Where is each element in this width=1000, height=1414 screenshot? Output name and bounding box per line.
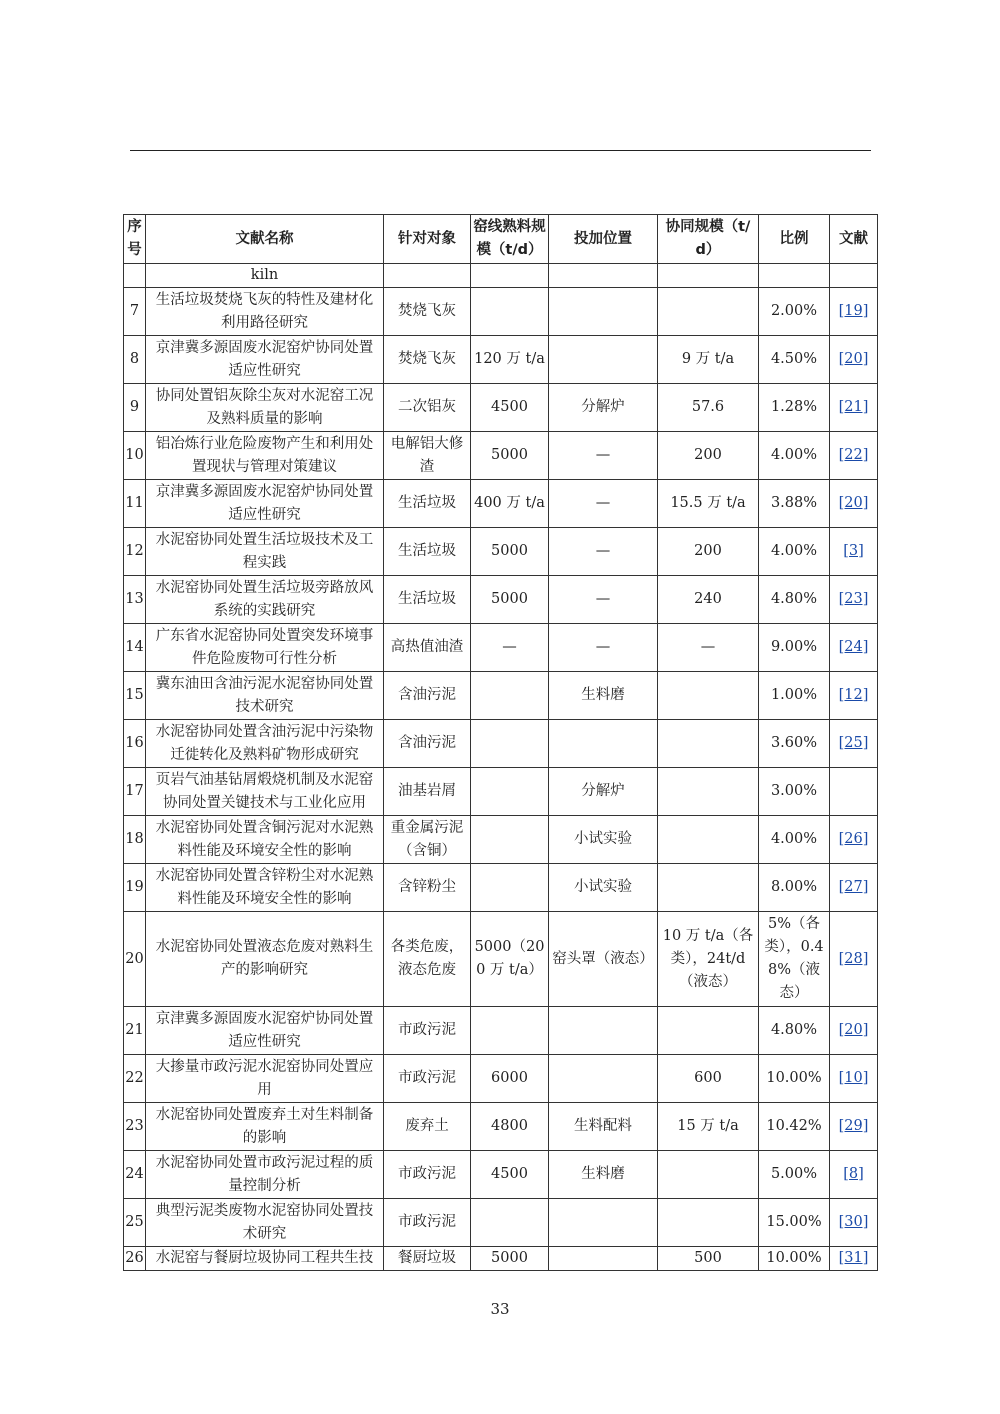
cell-ratio: 10.42%: [759, 1103, 830, 1151]
cell-scale: 200: [658, 528, 759, 576]
cell-no: 7: [124, 288, 146, 336]
cell-scale: 500: [658, 1247, 759, 1271]
cell-ratio: 3.00%: [759, 768, 830, 816]
header-ref: 文献: [830, 215, 878, 264]
cell-ratio: 4.80%: [759, 576, 830, 624]
cell-no: 24: [124, 1151, 146, 1199]
table-row: [124, 1199, 878, 1247]
cell-target: [384, 264, 471, 288]
cell-ratio: 4.80%: [759, 1007, 830, 1055]
cell-position: [549, 264, 658, 288]
reference-link[interactable]: [25]: [838, 735, 869, 751]
header-position: 投加位置: [549, 215, 658, 264]
cell-kiln: 5000: [471, 432, 549, 480]
cell-target: 高热值油渣: [384, 624, 471, 672]
cell-kiln: [471, 768, 549, 816]
cell-scale: 15 万 t/a: [658, 1103, 759, 1151]
cell-title: 冀东油田含油污泥水泥窑协同处置技术研究: [146, 672, 384, 720]
cell-position: [549, 336, 658, 384]
cell-ref: [830, 1055, 878, 1103]
cell-target: 餐厨垃圾: [384, 1247, 471, 1271]
cell-scale: [658, 1007, 759, 1055]
cell-scale: [658, 1199, 759, 1247]
cell-no: 19: [124, 864, 146, 912]
cell-kiln: 5000: [471, 576, 549, 624]
cell-title: 生活垃圾焚烧飞灰的特性及建材化利用路径研究: [146, 288, 384, 336]
table-header-row: [124, 215, 878, 264]
table-row: [124, 576, 878, 624]
reference-link[interactable]: [30]: [838, 1214, 869, 1230]
reference-link[interactable]: [31]: [838, 1250, 869, 1266]
table-row: [124, 672, 878, 720]
cell-position: [549, 1199, 658, 1247]
cell-kiln: [471, 264, 549, 288]
cell-no: 26: [124, 1247, 146, 1271]
cell-position: 窑头罩（液态）: [549, 912, 658, 1007]
cell-ratio: 4.00%: [759, 528, 830, 576]
cell-ratio: 5.00%: [759, 1151, 830, 1199]
cell-title: 水泥窑协同处置含油污泥中污染物迁徙转化及熟料矿物形成研究: [146, 720, 384, 768]
cell-kiln: 4500: [471, 384, 549, 432]
cell-target: 含油污泥: [384, 720, 471, 768]
table-row: [124, 432, 878, 480]
cell-ref: [830, 576, 878, 624]
cell-no: 9: [124, 384, 146, 432]
cell-title: 京津冀多源固废水泥窑炉协同处置适应性研究: [146, 480, 384, 528]
cell-scale: [658, 288, 759, 336]
table-row: [124, 1103, 878, 1151]
cell-title: 大掺量市政污泥水泥窑协同处置应用: [146, 1055, 384, 1103]
cell-ref: [830, 288, 878, 336]
cell-position: 分解炉: [549, 384, 658, 432]
cell-ref: [830, 672, 878, 720]
cell-ref: [830, 432, 878, 480]
reference-link[interactable]: [19]: [838, 303, 869, 319]
table-row: [124, 912, 878, 1007]
cell-scale: 9 万 t/a: [658, 336, 759, 384]
cell-scale: [658, 768, 759, 816]
cell-ref: [830, 336, 878, 384]
cell-no: 23: [124, 1103, 146, 1151]
cell-target: 生活垃圾: [384, 480, 471, 528]
table-row: [124, 1151, 878, 1199]
cell-ref: [830, 1199, 878, 1247]
reference-link[interactable]: [29]: [838, 1118, 869, 1134]
cell-title: 水泥窑协同处置含铜污泥对水泥熟料性能及环境安全性的影响: [146, 816, 384, 864]
reference-link[interactable]: [12]: [838, 687, 869, 703]
cell-kiln: 6000: [471, 1055, 549, 1103]
cell-ref: [830, 1103, 878, 1151]
cell-target: 各类危废，液态危废: [384, 912, 471, 1007]
cell-no: 14: [124, 624, 146, 672]
cell-scale: 15.5 万 t/a: [658, 480, 759, 528]
cell-scale: 200: [658, 432, 759, 480]
reference-link[interactable]: [20]: [838, 351, 869, 367]
cell-scale: 10 万 t/a（各类），24t/d（液态）: [658, 912, 759, 1007]
cell-target: 生活垃圾: [384, 528, 471, 576]
table-row: [124, 336, 878, 384]
cell-ref: [830, 912, 878, 1007]
cell-ratio: 4.50%: [759, 336, 830, 384]
cell-ref: [830, 528, 878, 576]
cell-ratio: 9.00%: [759, 624, 830, 672]
cell-position: [549, 720, 658, 768]
cell-kiln: [471, 672, 549, 720]
reference-link[interactable]: [28]: [838, 950, 869, 967]
cell-ref: [830, 264, 878, 288]
cell-target: 焚烧飞灰: [384, 288, 471, 336]
cell-position: —: [549, 576, 658, 624]
cell-ratio: 10.00%: [759, 1055, 830, 1103]
cell-kiln: 4500: [471, 1151, 549, 1199]
cell-scale: 240: [658, 576, 759, 624]
page-number: 33: [490, 1300, 510, 1318]
cell-title: 协同处置铝灰除尘灰对水泥窑工况及熟料质量的影响: [146, 384, 384, 432]
cell-kiln: 400 万 t/a: [471, 480, 549, 528]
cell-target: 含锌粉尘: [384, 864, 471, 912]
table-row: [124, 1247, 878, 1271]
reference-link[interactable]: [20]: [838, 1022, 869, 1038]
cell-ratio: 4.00%: [759, 816, 830, 864]
reference-link[interactable]: [21]: [838, 399, 869, 415]
cell-position: 小试实验: [549, 864, 658, 912]
cell-title: 京津冀多源固废水泥窑炉协同处置适应性研究: [146, 1007, 384, 1055]
cell-target: 二次铝灰: [384, 384, 471, 432]
cell-kiln: [471, 1199, 549, 1247]
header-title: 文献名称: [146, 215, 384, 264]
cell-title: 铝冶炼行业危险废物产生和利用处置现状与管理对策建议: [146, 432, 384, 480]
cell-position: —: [549, 480, 658, 528]
table-row-continued: [124, 264, 878, 288]
cell-scale: [658, 864, 759, 912]
cell-ratio: 3.60%: [759, 720, 830, 768]
cell-target: 油基岩屑: [384, 768, 471, 816]
header-ratio: 比例: [759, 215, 830, 264]
literature-table: [123, 214, 878, 1271]
reference-link[interactable]: [22]: [838, 447, 869, 463]
table-row: [124, 768, 878, 816]
cell-position: 生料磨: [549, 672, 658, 720]
cell-ratio: 10.00%: [759, 1247, 830, 1271]
cell-no: 12: [124, 528, 146, 576]
cell-title: 典型污泥类废物水泥窑协同处置技术研究: [146, 1199, 384, 1247]
cell-position: [549, 288, 658, 336]
cell-target: 市政污泥: [384, 1055, 471, 1103]
cell-no: [124, 264, 146, 288]
cell-ratio: 4.00%: [759, 432, 830, 480]
cell-title: 水泥窑协同处置废弃土对生料制备的影响: [146, 1103, 384, 1151]
cell-no: 22: [124, 1055, 146, 1103]
cell-no: 25: [124, 1199, 146, 1247]
cell-scale: [658, 720, 759, 768]
cell-kiln: 5000（200 万 t/a）: [471, 912, 549, 1007]
cell-ref: [830, 384, 878, 432]
cell-title: 水泥窑协同处置液态危废对熟料生产的影响研究: [146, 912, 384, 1007]
cell-title: 水泥窑协同处置含锌粉尘对水泥熟料性能及环境安全性的影响: [146, 864, 384, 912]
cell-ratio: 8.00%: [759, 864, 830, 912]
reference-link[interactable]: [23]: [838, 591, 869, 607]
table-row: [124, 1007, 878, 1055]
cell-title: 水泥窑协同处置生活垃圾旁路放风系统的实践研究: [146, 576, 384, 624]
cell-position: [549, 1007, 658, 1055]
cell-ratio: 3.88%: [759, 480, 830, 528]
cell-ref: [830, 1007, 878, 1055]
table-row: [124, 720, 878, 768]
cell-position: —: [549, 432, 658, 480]
cell-ref: [830, 720, 878, 768]
table-row: [124, 384, 878, 432]
table-row: [124, 816, 878, 864]
cell-no: 8: [124, 336, 146, 384]
cell-kiln: 4800: [471, 1103, 549, 1151]
cell-kiln: [471, 288, 549, 336]
cell-kiln: [471, 1007, 549, 1055]
cell-scale: [658, 816, 759, 864]
header-kiln-scale: 窑线熟料规模（t/d）: [471, 215, 549, 264]
cell-title: 京津冀多源固废水泥窑炉协同处置适应性研究: [146, 336, 384, 384]
cell-title: 广东省水泥窑协同处置突发环境事件危险废物可行性分析: [146, 624, 384, 672]
header-target: 针对对象: [384, 215, 471, 264]
cell-target: 市政污泥: [384, 1199, 471, 1247]
cell-scale: [658, 264, 759, 288]
cell-ref: [830, 1151, 878, 1199]
cell-no: 17: [124, 768, 146, 816]
table-row: [124, 624, 878, 672]
cell-scale: 600: [658, 1055, 759, 1103]
cell-scale: [658, 1151, 759, 1199]
cell-scale: [658, 672, 759, 720]
cell-kiln: 120 万 t/a: [471, 336, 549, 384]
cell-ref: [830, 768, 878, 816]
cell-position: —: [549, 624, 658, 672]
header-co-scale: 协同规模（t/d）: [658, 215, 759, 264]
cell-kiln: 5000: [471, 528, 549, 576]
cell-title: 页岩气油基钻屑煅烧机制及水泥窑协同处置关键技术与工业化应用: [146, 768, 384, 816]
cell-ratio: 2.00%: [759, 288, 830, 336]
cell-position: [549, 1247, 658, 1271]
reference-link[interactable]: [24]: [838, 639, 869, 655]
cell-kiln: [471, 864, 549, 912]
cell-position: [549, 1055, 658, 1103]
reference-link[interactable]: [27]: [838, 879, 869, 895]
cell-position: 分解炉: [549, 768, 658, 816]
cell-ratio: 1.00%: [759, 672, 830, 720]
cell-ratio: 5%（各类），0.48%（液态）: [759, 912, 830, 1007]
reference-link[interactable]: [3]: [843, 543, 864, 559]
cell-title: 水泥窑协同处置市政污泥过程的质量控制分析: [146, 1151, 384, 1199]
cell-target: 重金属污泥（含铜）: [384, 816, 471, 864]
table-row: [124, 528, 878, 576]
cell-target: 电解铝大修渣: [384, 432, 471, 480]
cell-ref: [830, 1247, 878, 1271]
cell-title: 水泥窑协同处置生活垃圾技术及工程实践: [146, 528, 384, 576]
cell-ref: [830, 864, 878, 912]
cell-ratio: [759, 264, 830, 288]
cell-scale: 57.6: [658, 384, 759, 432]
cell-scale: —: [658, 624, 759, 672]
reference-link[interactable]: [26]: [838, 831, 869, 847]
cell-no: 13: [124, 576, 146, 624]
table-row: [124, 288, 878, 336]
cell-no: 21: [124, 1007, 146, 1055]
cell-ratio: 1.28%: [759, 384, 830, 432]
cell-target: 焚烧飞灰: [384, 336, 471, 384]
cell-target: 废弃土: [384, 1103, 471, 1151]
cell-target: 生活垃圾: [384, 576, 471, 624]
reference-link[interactable]: [10]: [838, 1070, 869, 1086]
cell-kiln: —: [471, 624, 549, 672]
cell-position: 生料磨: [549, 1151, 658, 1199]
reference-link[interactable]: [20]: [838, 495, 869, 511]
cell-no: 15: [124, 672, 146, 720]
cell-position: 生料配料: [549, 1103, 658, 1151]
cell-no: 11: [124, 480, 146, 528]
cell-position: —: [549, 528, 658, 576]
cell-kiln: [471, 720, 549, 768]
cell-target: 市政污泥: [384, 1007, 471, 1055]
cell-target: 含油污泥: [384, 672, 471, 720]
cell-no: 18: [124, 816, 146, 864]
cell-kiln: [471, 816, 549, 864]
table-row: [124, 864, 878, 912]
cell-target: 市政污泥: [384, 1151, 471, 1199]
cell-ratio: 15.00%: [759, 1199, 830, 1247]
cell-no: 16: [124, 720, 146, 768]
cell-title: kiln: [146, 264, 384, 288]
reference-link[interactable]: [8]: [843, 1166, 864, 1182]
cell-ref: [830, 816, 878, 864]
cell-title: 水泥窑与餐厨垃圾协同工程共生技: [146, 1247, 384, 1271]
table-row: [124, 480, 878, 528]
cell-kiln: 5000: [471, 1247, 549, 1271]
cell-no: 20: [124, 912, 146, 1007]
header-rule: [130, 150, 871, 151]
header-no: 序号: [124, 215, 146, 264]
cell-no: 10: [124, 432, 146, 480]
cell-ref: [830, 480, 878, 528]
cell-ref: [830, 624, 878, 672]
table-row: [124, 1055, 878, 1103]
cell-position: 小试实验: [549, 816, 658, 864]
